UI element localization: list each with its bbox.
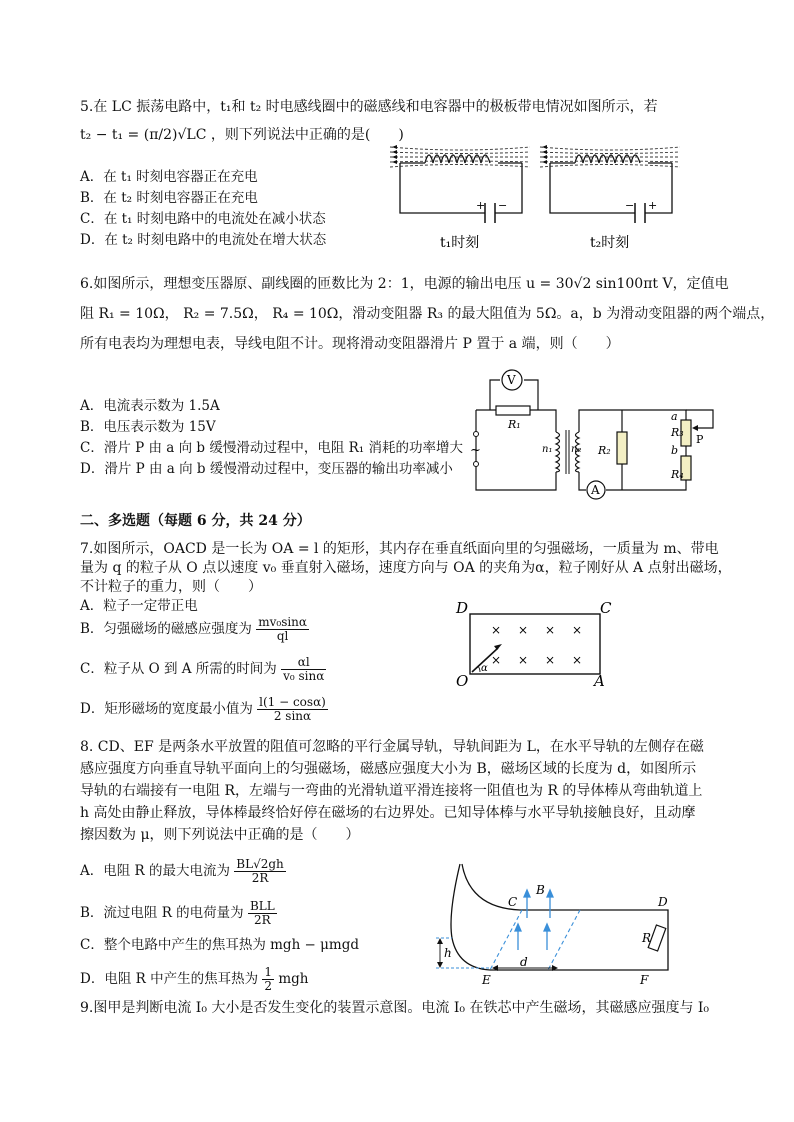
q8-option-b-text: B．流过电阻 R 的电荷量为 (80, 905, 244, 921)
fig-label-t1: t₁时刻 (440, 235, 480, 251)
q8-option-c: C．整个电路中产生的焦耳热为 mgh − μmgd (80, 937, 360, 953)
q5-option-c: C．在 t₁ 时刻电路中的电流处在减小状态 (80, 211, 326, 227)
label-h: h (444, 946, 452, 960)
label-n1: n₁ (542, 444, 553, 455)
inductor-coil (575, 155, 640, 163)
fraction-numerator: BLL (249, 899, 275, 913)
fraction-denominator: 2R (254, 913, 271, 927)
q7-option-b (80, 616, 309, 643)
q7-stem-line2: 量为 q 的粒子从 O 点以速度 v₀ 垂直射入磁场，速度方向与 OA 的夹角为α，粒子刚好从 A 点射出磁场， (80, 560, 732, 576)
label-c: C (600, 599, 612, 617)
q6-option-b: B．电压表示数为 15V (80, 419, 216, 435)
svg-text:×: × (491, 623, 502, 637)
magnetic-field-lines (540, 147, 680, 167)
label-r: R (642, 931, 652, 945)
field-arrows (392, 145, 397, 164)
slider-p-arrow (692, 425, 698, 431)
q8-stem-line1: 8. CD、EF 是两条水平放置的阻值可忽略的平行金属导轨，导轨间距为 L，在水平导轨的左侧存在磁 (80, 739, 704, 755)
q8-option-d-text: D．电阻 R 中产生的焦耳热为 (80, 971, 259, 987)
label-c: C (508, 895, 518, 909)
section-multi-choice-header: 二、多选题（每题 6 分，共 24 分） (80, 513, 311, 529)
q5-lc-circuit-figure (380, 135, 670, 255)
q8-option-d-fraction (262, 966, 274, 993)
q6-option-a: A．电流表示数为 1.5A (80, 398, 220, 414)
label-a: a (671, 410, 678, 423)
fraction-numerator: mv₀sinα (258, 615, 308, 629)
label-r1: R₁ (508, 418, 521, 431)
field-region-boundary (490, 910, 580, 970)
q8-option-b-fraction (248, 900, 277, 927)
label-a: A (594, 672, 605, 690)
field-arrows (542, 145, 547, 164)
fraction-denominator: v₀ sinα (283, 669, 325, 683)
q8-option-d-tail: mgh (278, 971, 309, 987)
label-e: E (482, 973, 491, 987)
q7-option-c (80, 656, 326, 683)
label-ammeter: A (591, 483, 600, 497)
label-o: O (456, 672, 469, 690)
q7-stem-line1: 7.如图所示，OACD 是一长为 OA = l 的矩形，其内存在垂直纸面向里的匀强磁场，一质量为 m、带电 (80, 541, 719, 557)
plate-sign: + (648, 199, 658, 212)
q8-option-a-text: A．电阻 R 的最大电流为 (80, 863, 230, 879)
q6-stem-line2: 阻 R₁ = 10Ω， R₂ = 7.5Ω， R₄ = 10Ω，滑动变阻器 R₃ 的最大阻值为 5Ω。a，b 为滑动变阻器的两个端点， (80, 306, 775, 322)
fraction-denominator: 2R (251, 871, 269, 885)
label-d: D (456, 599, 469, 617)
q8-rail-figure (430, 856, 700, 986)
lc-circuit-t2 (540, 145, 680, 251)
label-r4: R₄ (671, 468, 684, 481)
fraction-denominator: 2 sinα (273, 709, 312, 723)
q7-option-a: A．粒子一定带正电 (80, 598, 198, 614)
label-p: P (696, 433, 704, 446)
label-d: D (658, 895, 668, 909)
q6-option-d: D．滑片 P 由 a 向 b 缓慢滑动过程中，变压器的输出功率减小 (80, 461, 453, 477)
fraction-numerator: 1 (264, 965, 273, 979)
svg-text:×: × (518, 623, 529, 637)
fraction-numerator: BL√2gh (236, 857, 284, 871)
q8-option-a-fraction (234, 858, 285, 885)
q5-stem-line1: 5.在 LC 振荡电路中，t₁和 t₂ 时电感线圈中的磁感线和电容器中的极板带电情况如图所示，若 (80, 99, 658, 115)
label-r3: R₃ (671, 426, 684, 439)
fraction-denominator: ql (276, 629, 289, 643)
plate-sign: − (625, 199, 635, 212)
q6-stem-line3: 所有电表均为理想电表，导线电阻不计。现将滑动变阻器滑片 P 置于 a 端，则（ ） (80, 336, 620, 352)
q5-option-a: A．在 t₁ 时刻电容器正在充电 (80, 169, 258, 185)
q8-stem-line5: 擦因数为 μ，则下列说法中正确的是（ ） (80, 827, 360, 843)
q6-option-c: C．滑片 P 由 a 向 b 缓慢滑动过程中，电阻 R₁ 消耗的功率增大 (80, 440, 464, 456)
q8-stem-line3: 导轨的右端接有一电阻 R，左端与一弯曲的光滑轨道平滑连接将一阻值也为 R 的导体棒从弯曲轨道上 (80, 783, 703, 799)
q7-option-c-fraction (281, 656, 326, 683)
label-d-length: d (520, 955, 528, 969)
q8-option-a (80, 858, 286, 885)
fraction-numerator: αl (281, 656, 326, 670)
svg-text:×: × (545, 653, 556, 667)
label-voltmeter: V (507, 373, 516, 387)
lc-circuit-t1 (390, 145, 530, 251)
upper-rail (462, 864, 668, 970)
q5-stem-line2: t₂ − t₁ = (π/2)√LC ，则下列说法中正确的是( ) (80, 127, 404, 143)
fraction-denominator: 2 (264, 979, 273, 993)
label-b: b (671, 444, 679, 457)
q5-option-d: D．在 t₂ 时刻电路中的电流处在增大状态 (80, 232, 327, 248)
fraction-numerator: l(1 − cosα) (259, 695, 326, 709)
curved-track (451, 864, 490, 970)
q8-option-d (80, 966, 308, 993)
resistor-r2 (617, 432, 627, 464)
label-alpha: α (481, 663, 488, 674)
magnetic-field-lines (390, 147, 530, 167)
q8-option-b (80, 900, 277, 927)
svg-text:×: × (491, 653, 502, 667)
q7-option-d-fraction (257, 696, 328, 723)
q8-stem-line2: 感应强度方向垂直导轨平面向上的匀强磁场，磁感应强度大小为 B，磁场区域的长度为 d，如图所示 (80, 761, 697, 777)
label-f: F (640, 973, 649, 987)
q8-stem-line4: h 高处由静止释放，导体棒最终恰好停在磁场的右边界处。已知导体棒与水平导轨接触良好，且动摩 (80, 805, 696, 821)
label-r2: R₂ (598, 444, 611, 457)
label-b: B (536, 883, 545, 897)
q7-option-d-text: D．矩形磁场的宽度最小值为 (80, 701, 253, 717)
svg-text:×: × (572, 653, 583, 667)
svg-text:×: × (572, 623, 583, 637)
label-n2: n₂ (571, 444, 582, 455)
svg-text:×: × (545, 623, 556, 637)
resistor-r1 (496, 406, 530, 415)
q7-option-c-text: C．粒子从 O 到 A 所需的时间为 (80, 661, 277, 677)
q9-stem-line1: 9.图甲是判断电流 I₀ 大小是否发生变化的装置示意图。电流 I₀ 在铁芯中产生磁场，其磁感应强度与 I₀ (80, 1000, 710, 1016)
q7-option-b-fraction (256, 616, 309, 643)
plate-sign: + (476, 199, 486, 212)
q7-stem-line3: 不计粒子的重力，则（ ） (80, 579, 262, 595)
svg-text:×: × (518, 653, 529, 667)
ac-source-icon: ~ (470, 443, 481, 458)
q7-option-b-text: B．匀强磁场的磁感应强度为 (80, 621, 252, 637)
q6-stem-line1: 6.如图所示，理想变压器原、副线圈的匝数比为 2：1，电源的输出电压 u = 30√2 sin100πt V，定值电 (80, 276, 729, 292)
field-arrows-up (515, 890, 553, 950)
fig-label-t2: t₂时刻 (590, 235, 630, 251)
primary-coil (556, 432, 560, 472)
q6-transformer-circuit-figure (468, 368, 718, 498)
q7-magnetic-field-figure (450, 596, 620, 691)
q7-option-d (80, 696, 328, 723)
plate-sign: − (498, 199, 508, 212)
inductor-coil (425, 155, 490, 163)
q5-option-b: B．在 t₂ 时刻电容器正在充电 (80, 190, 258, 206)
field-into-page-marks (491, 623, 582, 667)
